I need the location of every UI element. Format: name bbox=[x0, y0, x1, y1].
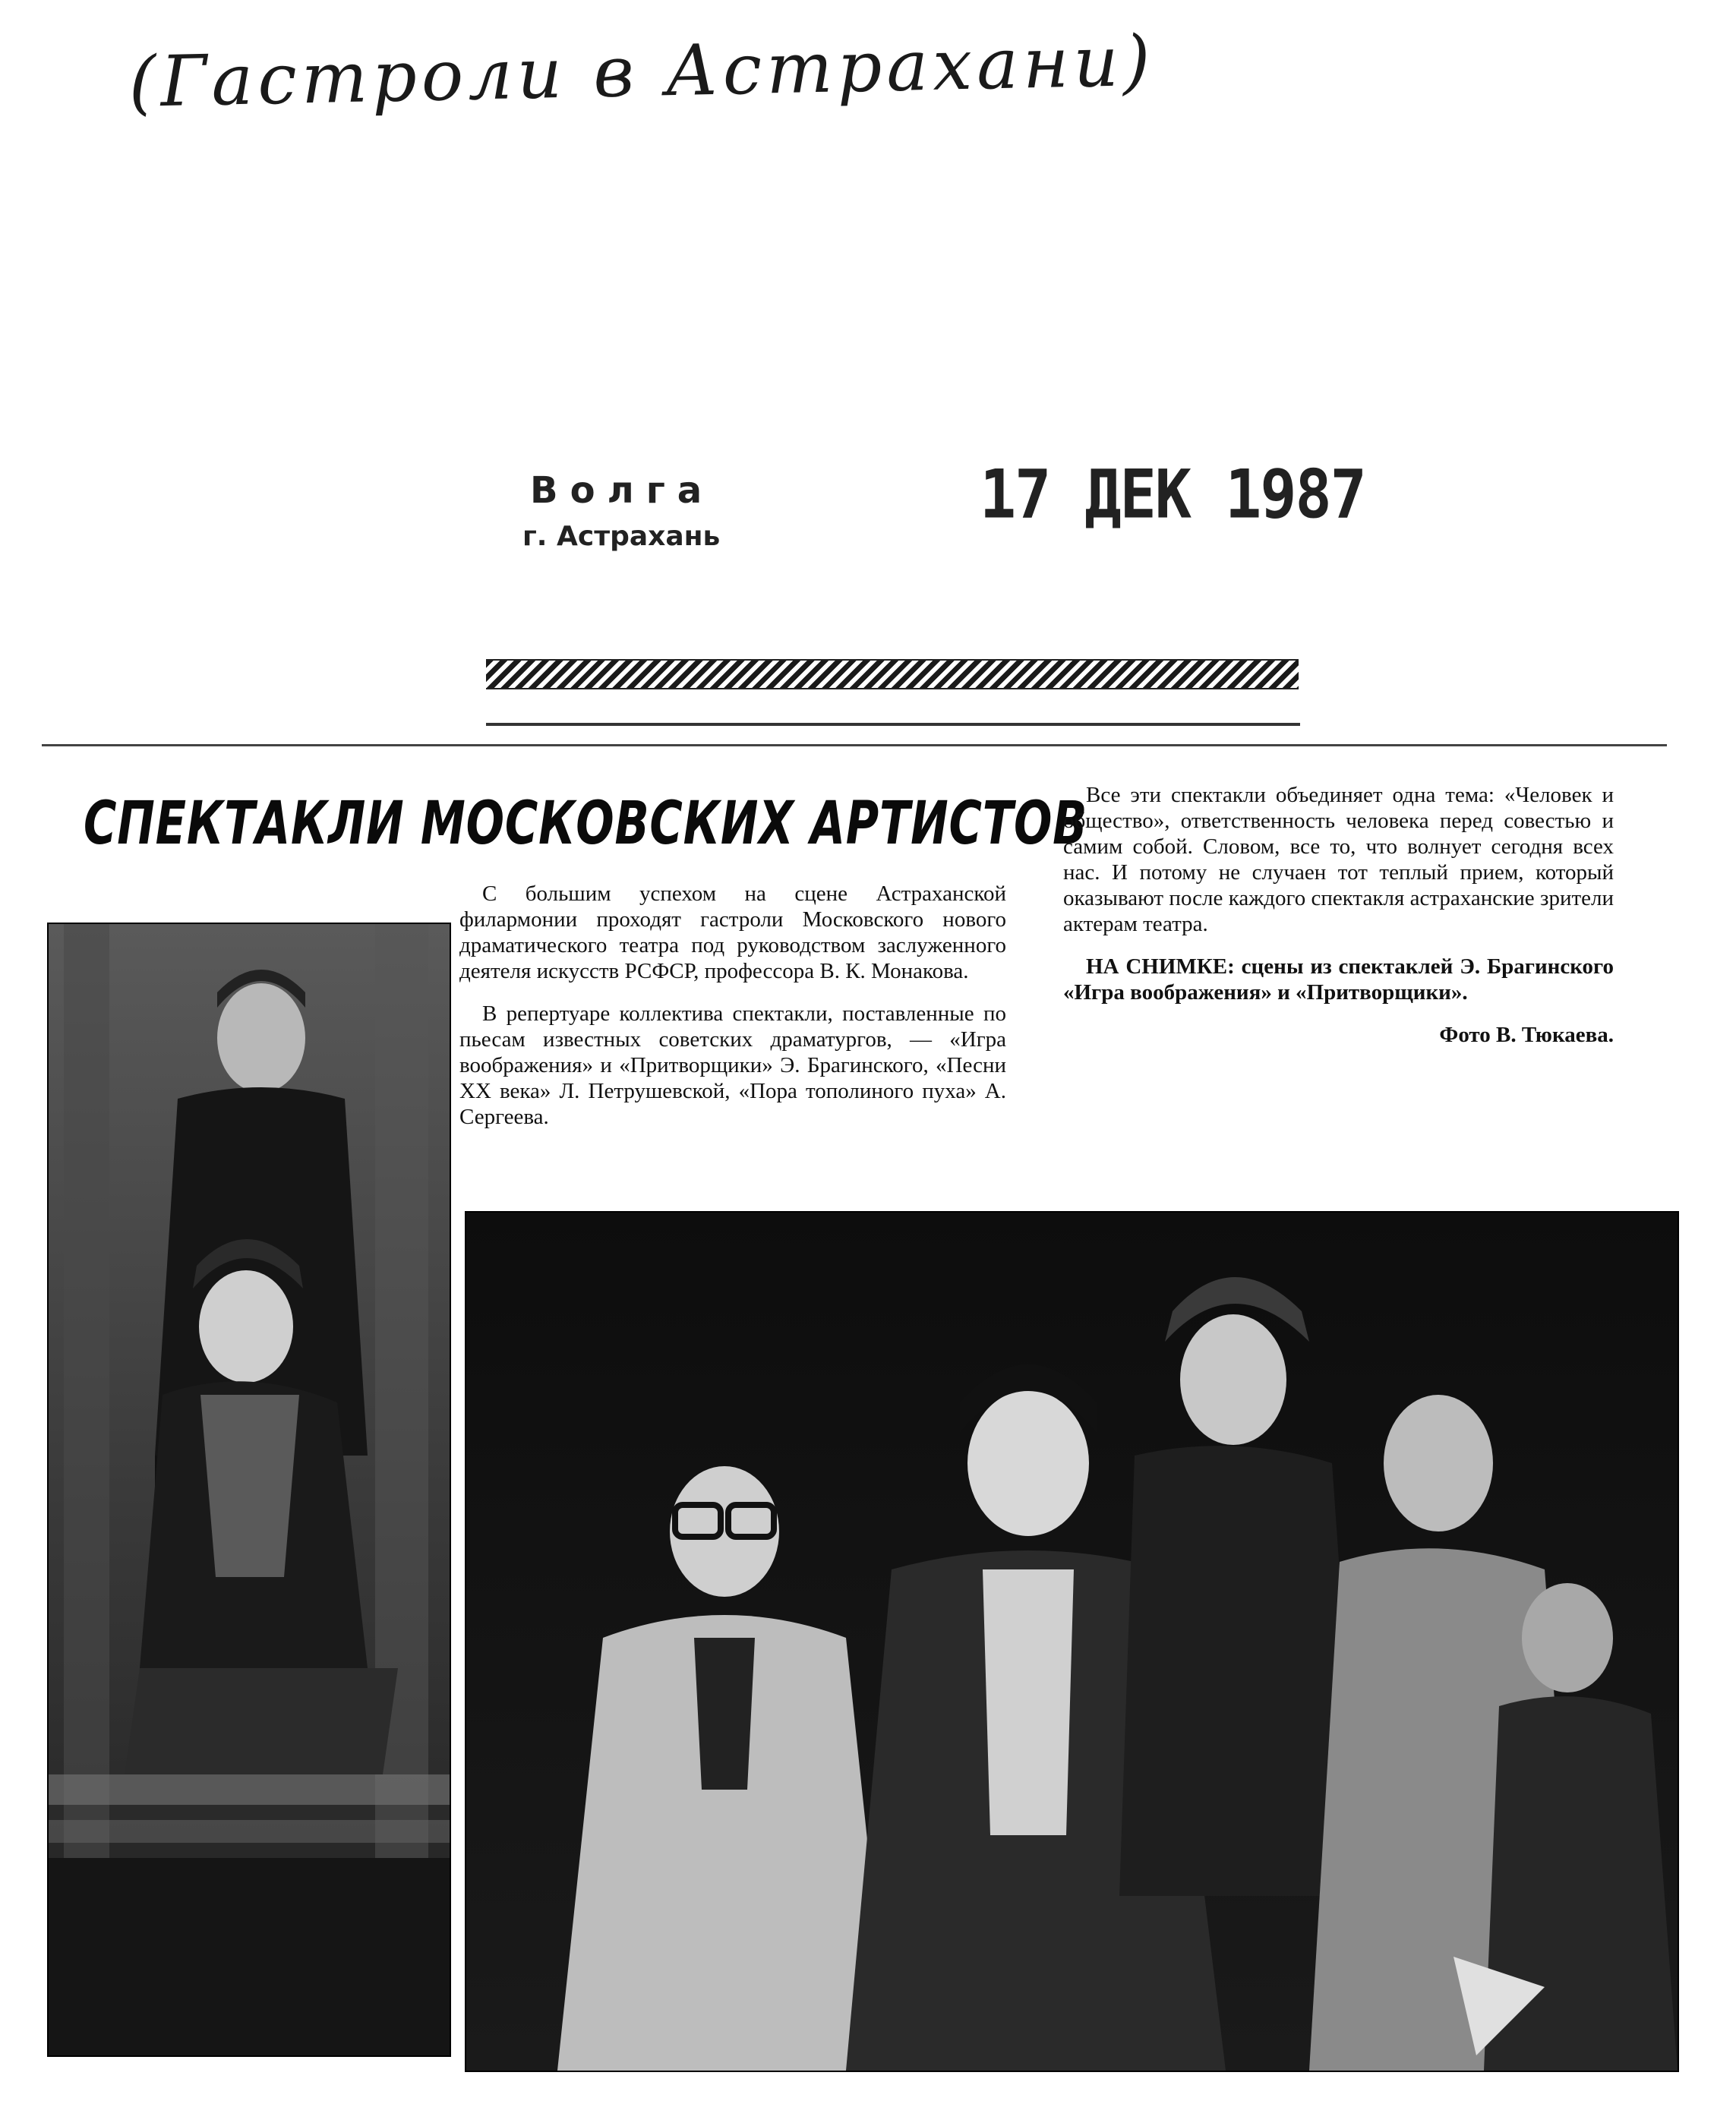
article-headline: СПЕКТАКЛИ МОСКОВСКИХ АРТИСТОВ bbox=[84, 790, 1088, 858]
article-paragraph-1: С большим успехом на сцене Астраханской филармонии проходят гастроли Московского нового драматического театра под руководством заслуженного деятеля искусств РСФСР, профессора В. К. Монакова. bbox=[459, 882, 1006, 983]
article-paragraph-2: В репертуаре коллектива спектакли, поставленные по пьесам известных советских драматургов, — «Игра воображения» и «Притворщики» Э. Брагинского, «Песни XX века» Л. Петрушевской, «Пора тополиного пуха» А. Сергеева. bbox=[459, 1001, 1006, 1129]
handwritten-note: (Гастроли в Астрахани) bbox=[128, 20, 1156, 123]
photo-stage-scene-left-image bbox=[49, 924, 450, 2055]
stamp-publication: Волга bbox=[530, 469, 715, 512]
stamp-city: г. Астрахань bbox=[522, 521, 721, 552]
caption-label: НА СНИМКЕ: bbox=[1086, 954, 1235, 979]
article-column-2 bbox=[1063, 782, 1614, 1048]
photo-caption bbox=[1063, 954, 1614, 1005]
photo-credit: Фото В. Тюкаева. bbox=[1439, 1023, 1614, 1047]
photo-stage-scene-left bbox=[47, 923, 451, 2057]
photo-stage-scene-group-image bbox=[466, 1213, 1678, 2071]
stamp-date: 17 ДЕК 1987 bbox=[980, 456, 1365, 534]
photo-stage-scene-group bbox=[465, 1211, 1679, 2072]
stamp-hatch-divider bbox=[486, 659, 1299, 689]
clipping-top-edge bbox=[42, 744, 1667, 746]
article-column-1 bbox=[459, 881, 1006, 1147]
stamp-underline bbox=[486, 723, 1300, 726]
article-paragraph-3: Все эти спектакли объединяет одна тема: «Человек и общество», ответственность человека перед совестью и самим собой. Словом, все то, что волнует сегодня всех нас. И потому не случаен тот теплый прием, который оказывают после каждого спектакля астраханские зрители актерам театра. bbox=[1063, 783, 1614, 936]
caption-text: сцены из спектаклей Э. Брагинского «Игра воображения» и «Притворщики». bbox=[1063, 954, 1614, 1005]
